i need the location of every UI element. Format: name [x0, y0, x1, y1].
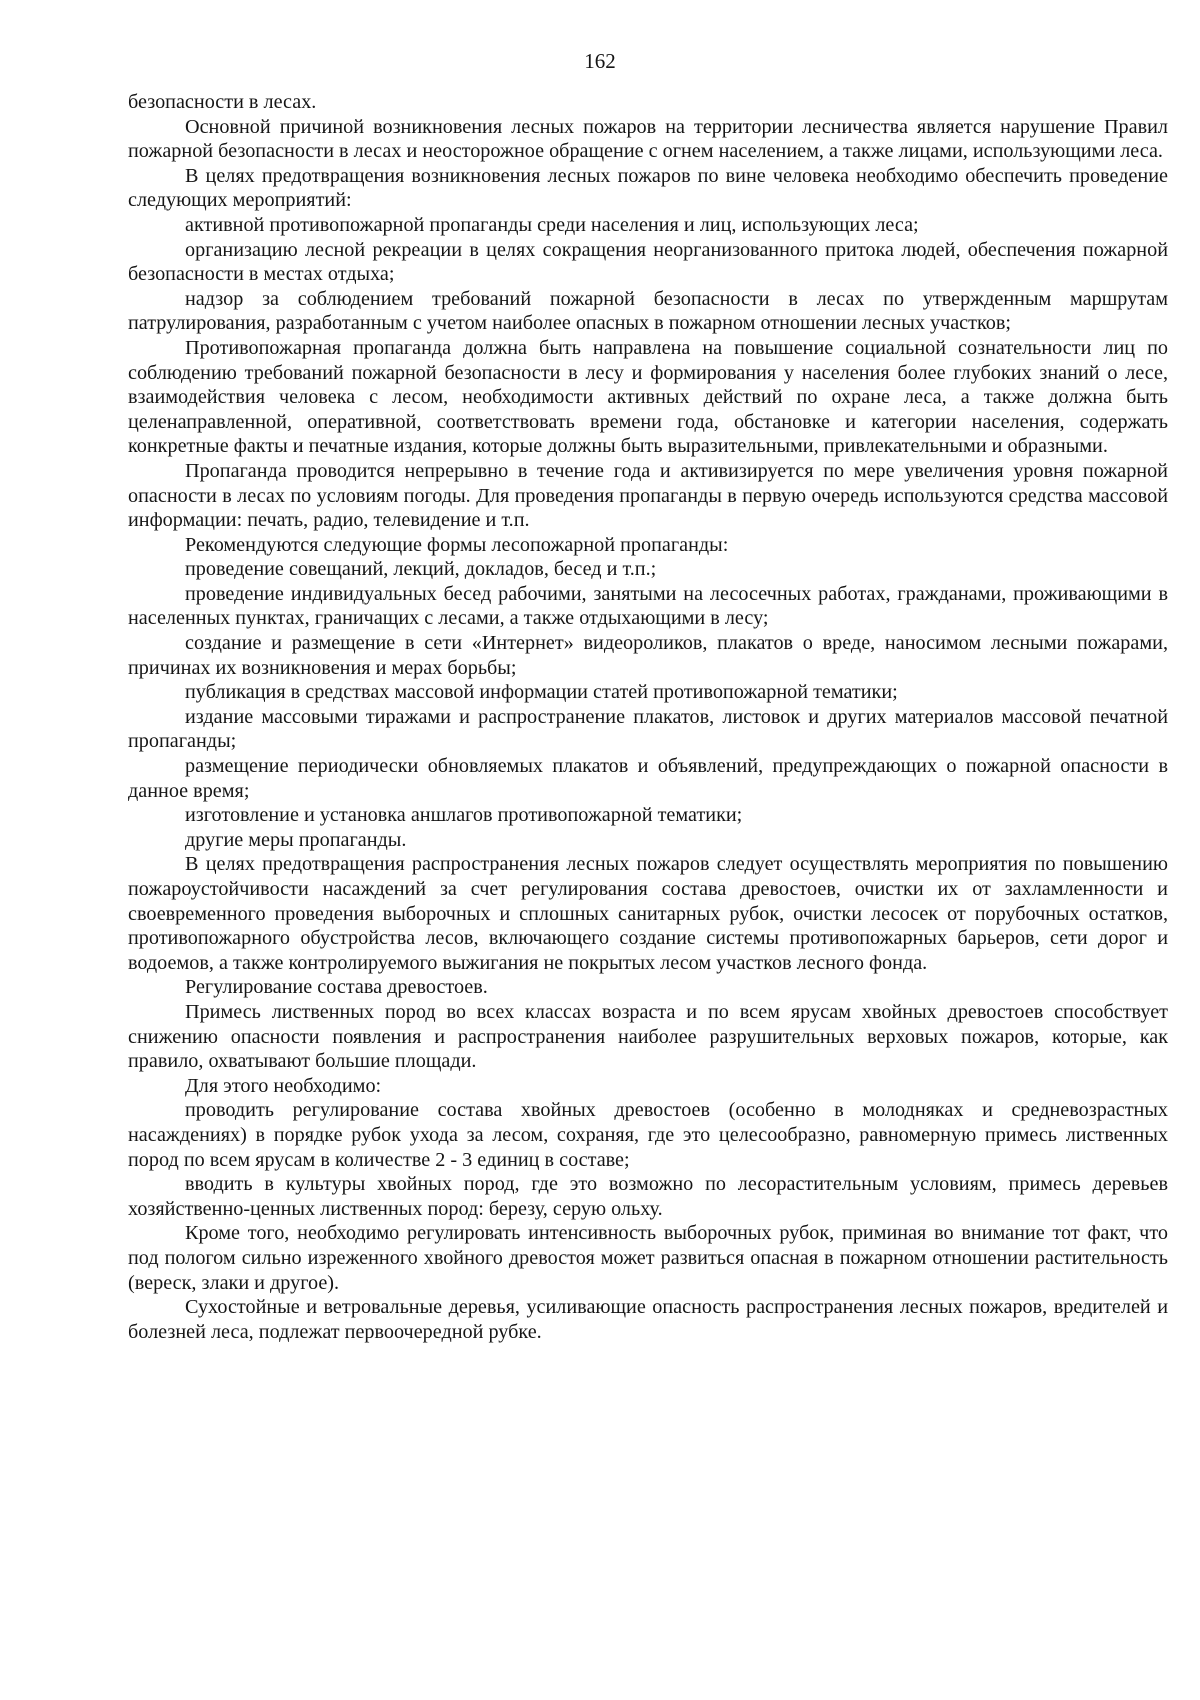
paragraph: В целях предотвращения распространения лесных пожаров следует осуществлять мероприятия по повышению пожароустойчивости насаждений за счет регулирования состава древостоев, очистки их от захламленности и своевременного проведения выборочных и сплошных санитарных рубок, очистки лесосек от порубочных остатков, противопожарного обустройства лесов, включающего создание системы противопожарных барьеров, сети дорог и водоемов, а также контролируемого выжигания не покрытых лесом участков лесного фонда. — [128, 853, 1168, 974]
list-item: публикация в средствах массовой информации статей противопожарной тематики; — [185, 681, 898, 704]
paragraph: Сухостойные и ветровальные деревья, усиливающие опасность распространения лесных пожаров, вредителей и болезней леса, подлежат первоочередной рубке. — [128, 1296, 1168, 1343]
list-item: проведение индивидуальных бесед рабочими, занятыми на лесосечных работах, гражданами, проживающими в населенных пунктах, граничащих с лесами, а также отдыхающими в лесу; — [128, 582, 1168, 630]
list-item: изготовление и установка аншлагов противопожарной тематики; — [185, 804, 743, 827]
list-item: активной противопожарной пропаганды среди населения и лиц, использующих леса; — [185, 213, 919, 236]
paragraph: Кроме того, необходимо регулировать интенсивность выборочных рубок, приминая во внимание тот факт, что под пологом сильно изреженного хвойного древостоя может развиться опасная в пожарном отношении растительность (вереск, злаки и другое). — [128, 1222, 1168, 1294]
list-item: размещение периодически обновляемых плакатов и объявлений, предупреждающих о пожарной опасности в данное время; — [128, 755, 1168, 802]
paragraph: Для этого необходимо: — [185, 1074, 382, 1097]
paragraph: Рекомендуются следующие формы лесопожарной пропаганды: — [185, 533, 729, 556]
section-heading: Регулирование состава древостоев. — [185, 976, 488, 999]
paragraph: безопасности в лесах. — [128, 91, 317, 113]
paragraph: Противопожарная пропаганда должна быть направлена на повышение социальной сознательности лиц по соблюдению требований пожарной безопасности в лесу и формирования у населения более глубоких знаний о лесе, взаимодействия человека с лесом, необходимости активных действий по охране леса, а также должна быть целенаправленной, оперативной, соответствовать времени года, обстановке и категории населения, содержать конкретные факты и печатные издания, которые должны быть выразительными, привлекательными и образными. — [128, 336, 1168, 458]
list-item: организацию лесной рекреации в целях сокращения неорганизованного притока людей, обеспечения пожарной безопасности в местах отдыха; — [128, 238, 1168, 286]
list-item: надзор за соблюдением требований пожарной безопасности в лесах по утвержденным маршрутам патрулирования, разработанным с учетом наиболее опасных в пожарном отношении лесных участков; — [128, 287, 1168, 335]
list-item: издание массовыми тиражами и распространение плакатов, листовок и других материалов массовой печатной пропаганды; — [128, 705, 1168, 753]
paragraph: Пропаганда проводится непрерывно в течение года и активизируется по мере увеличения уровня пожарной опасности в лесах по условиям погоды. Для проведения пропаганды в первую очередь используются средства массовой информации: печать, радио, телевидение и т.п. — [128, 459, 1168, 532]
page-number: 162 — [584, 49, 616, 73]
body-text — [128, 90, 1168, 1344]
paragraph: В целях предотвращения возникновения лесных пожаров по вине человека необходимо обеспечить проведение следующих мероприятий: — [128, 164, 1168, 212]
list-item: создание и размещение в сети «Интернет» видеороликов, плакатов о вреде, наносимом лесными пожарами, причинах их возникновения и мерах борьбы; — [128, 632, 1168, 679]
list-item: другие меры пропаганды. — [185, 828, 407, 851]
list-item: вводить в культуры хвойных пород, где это возможно по лесорастительным условиям, примесь деревьев хозяйственно-ценных лиственных пород: березу, серую ольху. — [128, 1173, 1168, 1220]
list-item: проводить регулирование состава хвойных древостоев (особенно в молодняках и средневозрастных насаждениях) в порядке рубок ухода за лесом, сохраняя, где это целесообразно, равномерную примесь лиственных пород по всем ярусам в количестве 2 - 3 единиц в составе; — [128, 1099, 1168, 1171]
list-item: проведение совещаний, лекций, докладов, бесед и т.п.; — [185, 558, 657, 581]
paragraph: Примесь лиственных пород во всех классах возраста и по всем ярусам хвойных древостоев способствует снижению опасности появления и распространения наиболее разрушительных верховых пожаров, которые, как правило, охватывают большие площади. — [128, 1000, 1168, 1073]
paragraph: Основной причиной возникновения лесных пожаров на территории лесничества является нарушение Правил пожарной безопасности в лесах и неосторожное обращение с огнем населением, а также лицами, использующими леса. — [128, 115, 1168, 163]
